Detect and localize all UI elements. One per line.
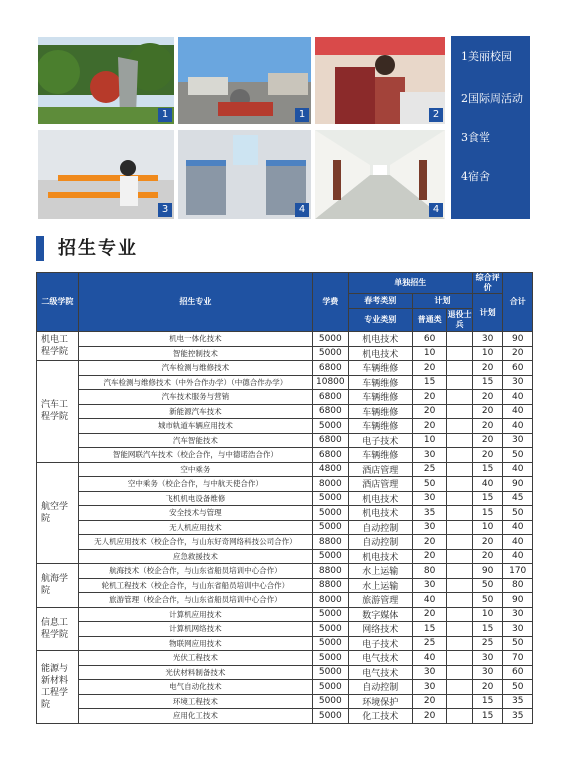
cell-major: 电气自动化技术 [78,680,312,695]
cell-tuition: 5000 [313,622,349,637]
cell-normal: 20 [412,535,447,550]
cell-total: 40 [503,419,533,434]
photo-badge: 1 [295,108,309,122]
photo-captions-panel [451,36,530,219]
cell-normal: 20 [412,419,447,434]
cell-veteran [447,622,472,637]
cell-normal: 10 [412,346,447,361]
table-row [37,506,533,521]
cell-category: 电气技术 [348,665,412,680]
cell-normal: 30 [412,578,447,593]
table-row [37,694,533,709]
cell-category: 电子技术 [348,433,412,448]
photo-international-week [315,37,445,124]
college-name-line: 能源与 [41,663,69,674]
cell-veteran [447,665,472,680]
photo-badge: 3 [158,203,172,217]
cell-comp: 20 [472,390,503,405]
cell-major: 轮机工程技术（校企合作，与山东省船员培训中心合作） [78,578,312,593]
cell-comp: 15 [472,462,503,477]
cell-veteran [447,332,472,347]
cell-normal: 20 [412,607,447,622]
cell-tuition: 8800 [313,578,349,593]
cell-comp: 15 [472,375,503,390]
cell-total: 40 [503,404,533,419]
college-cell [37,651,79,724]
cell-normal: 20 [412,709,447,724]
cell-major: 新能源汽车技术 [78,404,312,419]
header-total: 合计 [503,273,533,332]
cell-category: 机电技术 [348,491,412,506]
cell-major: 计算机网络技术 [78,622,312,637]
table-body [37,332,533,724]
cell-major: 旅游管理（校企合作，与山东省船员培训中心合作） [78,593,312,608]
cell-comp: 25 [472,636,503,651]
cell-normal: 80 [412,564,447,579]
cell-veteran [447,593,472,608]
photo-dormitory-corridor [315,130,445,219]
cell-category: 电子技术 [348,636,412,651]
table-row [37,680,533,695]
cell-total: 170 [503,564,533,579]
cell-category: 车辆维修 [348,404,412,419]
cell-comp: 40 [472,477,503,492]
cell-veteran [447,404,472,419]
cell-major: 应急救援技术 [78,549,312,564]
college-name-line: 院 [41,699,51,710]
cell-tuition: 5000 [313,680,349,695]
cell-comp: 30 [472,665,503,680]
cell-total: 90 [503,332,533,347]
cell-category: 机电技术 [348,346,412,361]
cell-normal: 40 [412,651,447,666]
cell-veteran [447,520,472,535]
cell-category: 自动控制 [348,520,412,535]
table-row [37,520,533,535]
cell-normal: 30 [412,448,447,463]
table-row [37,375,533,390]
cell-major: 航海技术（校企合作，与山东省船员培训中心合作） [78,564,312,579]
college-name-line: 院 [41,513,51,524]
college-name-line: 航空学 [41,501,69,512]
cell-veteran [447,694,472,709]
cell-comp: 15 [472,694,503,709]
cell-veteran [447,680,472,695]
table-row [37,491,533,506]
table-row [37,709,533,724]
cell-normal: 40 [412,593,447,608]
cell-major: 机电一体化技术 [78,332,312,347]
cell-tuition: 5000 [313,549,349,564]
cell-comp: 20 [472,549,503,564]
header-tuition: 学费 [313,273,349,332]
cell-major: 安全技术与管理 [78,506,312,521]
cell-major: 汽车检测与维修技术（中外合作办学）（中德合作办学） [78,375,312,390]
college-cell [37,462,79,564]
cell-normal: 20 [412,404,447,419]
photo-badge: 2 [429,108,443,122]
table-row [37,535,533,550]
cell-tuition: 8800 [313,535,349,550]
cell-comp: 15 [472,506,503,521]
header-comprehensive: 综合评价 [472,273,503,294]
cell-category: 旅游管理 [348,593,412,608]
header-plan: 计划 [412,294,472,309]
cell-tuition: 10800 [313,375,349,390]
cell-major: 无人机应用技术（校企合作，与山东好奇网络科技公司合作） [78,535,312,550]
cell-total: 45 [503,491,533,506]
college-name-line: 程学院 [41,629,69,640]
cell-total: 30 [503,607,533,622]
college-name-line: 新材料 [41,675,69,686]
cell-major: 城市轨道车辆应用技术 [78,419,312,434]
header-spring-category: 春考类别 [348,294,412,309]
college-cell [37,607,79,651]
cell-veteran [447,375,472,390]
photo-dormitory-room [178,130,311,219]
cell-comp: 10 [472,346,503,361]
cell-tuition: 6800 [313,390,349,405]
header-major-category: 专业类别 [348,309,412,332]
photo-cafeteria [38,130,174,219]
college-name-line: 程学院 [41,412,69,423]
table-row [37,419,533,434]
table-row [37,578,533,593]
cell-category: 网络技术 [348,622,412,637]
cell-tuition: 5000 [313,506,349,521]
cell-total: 20 [503,346,533,361]
cell-total: 50 [503,506,533,521]
cell-major: 应用化工技术 [78,709,312,724]
cell-major: 光伏工程技术 [78,651,312,666]
cell-comp: 15 [472,709,503,724]
cell-comp: 50 [472,593,503,608]
cell-comp: 20 [472,404,503,419]
cell-tuition: 5000 [313,665,349,680]
header-major: 招生专业 [78,273,312,332]
cell-tuition: 5000 [313,694,349,709]
table-row [37,404,533,419]
cell-tuition: 5000 [313,651,349,666]
cell-total: 70 [503,651,533,666]
header-single-enrollment: 单独招生 [348,273,472,294]
cell-category: 自动控制 [348,535,412,550]
college-name-line: 工程学 [41,687,69,698]
cell-category: 车辆维修 [348,448,412,463]
cell-comp: 30 [472,332,503,347]
cell-total: 40 [503,520,533,535]
table-row [37,477,533,492]
cell-total: 30 [503,433,533,448]
cell-category: 车辆维修 [348,390,412,405]
cell-category: 数字媒体 [348,607,412,622]
cell-total: 30 [503,375,533,390]
section-title: 招生专业 [58,238,138,259]
cell-major: 计算机应用技术 [78,607,312,622]
cell-normal: 15 [412,375,447,390]
cell-major: 智能网联汽车技术（校企合作，与中德诺浩合作） [78,448,312,463]
cell-comp: 20 [472,361,503,376]
table-row [37,607,533,622]
cell-normal: 30 [412,680,447,695]
cell-major: 飞机机电设备维修 [78,491,312,506]
cell-tuition: 8000 [313,477,349,492]
cell-veteran [447,491,472,506]
cell-major: 光伏材料制备技术 [78,665,312,680]
cell-category: 环境保护 [348,694,412,709]
cell-normal: 20 [412,549,447,564]
college-name-line: 汽车工 [41,400,69,411]
table-row [37,651,533,666]
cell-category: 机电技术 [348,549,412,564]
caption-international-week: 2国际周活动 [461,92,523,105]
cell-major: 智能控制技术 [78,346,312,361]
cell-normal: 25 [412,636,447,651]
cell-tuition: 5000 [313,709,349,724]
college-name-line: 信息工 [41,617,69,628]
cell-category: 电气技术 [348,651,412,666]
cell-comp: 20 [472,433,503,448]
cell-major: 汽车技术服务与营销 [78,390,312,405]
table-row [37,549,533,564]
photo-badge: 4 [429,203,443,217]
cell-category: 酒店管理 [348,477,412,492]
cell-normal: 15 [412,622,447,637]
table-row [37,665,533,680]
college-cell [37,361,79,463]
cell-normal: 60 [412,332,447,347]
college-cell [37,564,79,608]
cell-total: 60 [503,665,533,680]
cell-total: 40 [503,549,533,564]
cell-major: 物联网应用技术 [78,636,312,651]
header-comp-plan: 计划 [472,294,503,332]
cell-comp: 10 [472,607,503,622]
photo-badge: 4 [295,203,309,217]
college-name-line: 院 [41,586,51,597]
cell-category: 车辆维修 [348,419,412,434]
cell-total: 40 [503,535,533,550]
cell-normal: 30 [412,665,447,680]
college-name-line: 机电工 [41,335,69,345]
cell-comp: 20 [472,448,503,463]
cell-veteran [447,390,472,405]
table-row [37,462,533,477]
cell-category: 机电技术 [348,332,412,347]
cell-tuition: 5000 [313,419,349,434]
cell-tuition: 6800 [313,404,349,419]
cell-normal: 10 [412,433,447,448]
cell-tuition: 8800 [313,564,349,579]
photo-badge: 1 [158,108,172,122]
cell-category: 酒店管理 [348,462,412,477]
cell-tuition: 5000 [313,346,349,361]
enrollment-table [36,272,533,724]
cell-veteran [447,361,472,376]
cell-category: 车辆维修 [348,361,412,376]
cell-comp: 15 [472,491,503,506]
cell-category: 水上运输 [348,564,412,579]
cell-major: 汽车智能技术 [78,433,312,448]
cell-normal: 20 [412,694,447,709]
cell-veteran [447,535,472,550]
caption-dormitory: 4宿舍 [461,170,490,183]
table-row [37,622,533,637]
cell-comp: 15 [472,622,503,637]
cell-total: 35 [503,694,533,709]
cell-veteran [447,651,472,666]
header-veteran: 退役士兵 [447,309,472,332]
cell-major: 汽车检测与维修技术 [78,361,312,376]
cell-normal: 20 [412,361,447,376]
cell-normal: 30 [412,491,447,506]
cell-veteran [447,346,472,361]
cell-tuition: 4800 [313,462,349,477]
table-row [37,390,533,405]
table-row [37,346,533,361]
table-row [37,332,533,347]
college-name-line: 程学院 [41,347,69,357]
cell-normal: 25 [412,462,447,477]
cell-comp: 10 [472,520,503,535]
photo-campus-plaza [178,37,311,124]
cell-veteran [447,462,472,477]
cell-major: 无人机应用技术 [78,520,312,535]
cell-category: 机电技术 [348,506,412,521]
table-row [37,636,533,651]
cell-normal: 50 [412,477,447,492]
cell-comp: 50 [472,578,503,593]
cell-tuition: 5000 [313,491,349,506]
cell-tuition: 6800 [313,361,349,376]
cell-total: 50 [503,448,533,463]
cell-veteran [447,549,472,564]
cell-veteran [447,477,472,492]
cell-total: 40 [503,462,533,477]
cell-normal: 30 [412,520,447,535]
cell-tuition: 5000 [313,332,349,347]
photo-campus-sculpture [38,37,174,124]
cell-veteran [447,578,472,593]
header-college: 二级学院 [37,273,79,332]
college-cell [37,332,79,361]
cell-major: 环境工程技术 [78,694,312,709]
section-marker [36,236,44,261]
cell-major: 空中乘务 [78,462,312,477]
cell-category: 化工技术 [348,709,412,724]
cell-veteran [447,564,472,579]
table-row [37,564,533,579]
caption-campus: 1美丽校园 [461,50,512,63]
cell-veteran [447,419,472,434]
cell-tuition: 5000 [313,636,349,651]
cell-total: 60 [503,361,533,376]
college-name-line: 航海学 [41,574,69,585]
header-normal: 普通类 [412,309,447,332]
cell-total: 30 [503,622,533,637]
caption-cafeteria: 3食堂 [461,131,490,144]
cell-total: 90 [503,593,533,608]
cell-veteran [447,433,472,448]
cell-total: 35 [503,709,533,724]
cell-category: 自动控制 [348,680,412,695]
cell-total: 50 [503,636,533,651]
cell-total: 90 [503,477,533,492]
cell-tuition: 6800 [313,448,349,463]
cell-veteran [447,636,472,651]
cell-veteran [447,448,472,463]
cell-comp: 30 [472,651,503,666]
cell-major: 空中乘务（校企合作，与中航天使合作） [78,477,312,492]
cell-comp: 20 [472,419,503,434]
table-row [37,433,533,448]
cell-total: 50 [503,680,533,695]
cell-veteran [447,709,472,724]
table-row [37,361,533,376]
cell-total: 80 [503,578,533,593]
table-row [37,448,533,463]
cell-category: 车辆维修 [348,375,412,390]
cell-normal: 20 [412,390,447,405]
cell-veteran [447,607,472,622]
cell-total: 40 [503,390,533,405]
cell-tuition: 5000 [313,520,349,535]
cell-category: 水上运输 [348,578,412,593]
table-row [37,593,533,608]
cell-tuition: 6800 [313,433,349,448]
cell-comp: 20 [472,535,503,550]
cell-comp: 90 [472,564,503,579]
cell-veteran [447,506,472,521]
cell-tuition: 8000 [313,593,349,608]
cell-normal: 35 [412,506,447,521]
cell-tuition: 5000 [313,607,349,622]
cell-comp: 20 [472,680,503,695]
